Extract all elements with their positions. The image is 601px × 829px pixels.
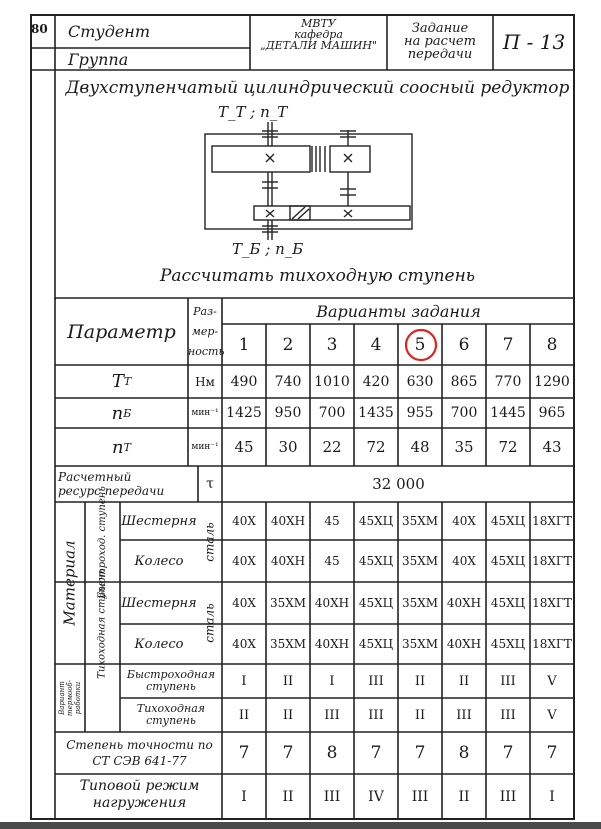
institute-line-1: МВТУ [301,17,336,30]
cell-slow_heat-4: III [368,707,384,723]
load-label-line: нагружения [92,795,187,811]
cell-rows-0-values-3: 1010 [314,373,350,390]
cell-slow_heat-1: II [238,707,250,723]
student-label: Студент [68,22,151,41]
cell-slow_pinion-6: 40ХН [446,596,482,610]
fast-heat-label: Быстроходная ступень [126,668,216,693]
task-block [387,22,493,61]
param-header: Параметр [67,320,176,343]
task-line-1: Задание [411,21,469,36]
resource-label-line: ресурс передачи [58,484,165,498]
cell-fast_pinion-8: 18ХГТ [532,514,572,528]
cell-slow_pinion-1: 40Х [232,596,256,610]
cell-rows-2-values-1: 45 [234,438,254,456]
unit-slow-speed: мин⁻¹ [191,442,219,452]
cell-fast_pinion-3: 45 [324,514,340,528]
cell-accuracy-4: 7 [370,743,382,763]
page-number: 80 [31,22,48,36]
cell-rows-0-values-8: 1290 [534,373,570,390]
cell-fast_pinion-1: 40Х [232,514,256,528]
accuracy-label [57,737,222,769]
bottom-edge [0,822,601,829]
output-torque-speed-label: T_Б ; n_Б [232,240,304,258]
cell-load-4: IV [368,789,384,805]
material-unit-fast: сталь [203,522,217,562]
cell-rows-0-values-5: 630 [406,373,434,390]
param-fast-speed-label: n Б [111,402,132,424]
cell-rows-1-values-4: 1435 [358,405,394,421]
fast-wheel-label: Колесо [134,553,184,569]
task-line-2: на расчет [404,34,476,49]
cell-fast_wheel-6: 40Х [452,554,476,568]
heat-treatment-label: Вариант термооб- работки [58,679,83,717]
cell-variants-3: 3 [326,334,338,355]
scheme-instruction: Рассчитать тихоходную ступень [159,266,476,286]
cell-fast_pinion-6: 40Х [452,514,476,528]
slow-wheel-label: Колесо [134,636,184,652]
cell-rows-0-values-7: 770 [494,373,522,390]
scheme-title: Двухступенчатый цилиндрический соосный редуктор [65,78,570,98]
material-label: Материал [61,540,80,626]
cell-rows-1-values-8: 965 [538,405,566,421]
cell-slow_wheel-4: 45ХЦ [358,637,394,651]
task-code: П - 13 [502,30,566,54]
variants-header: Варианты задания [316,301,481,321]
cell-variants-4: 4 [370,334,382,355]
cell-fast_wheel-8: 18ХГТ [532,554,572,568]
input-torque-speed-label: T_T ; n_T [218,103,288,121]
cell-slow_pinion-2: 35ХМ [269,596,307,610]
slow-stage-label: Тихоходная ступень [97,567,109,679]
cell-fast_wheel-7: 45ХЦ [490,554,526,568]
load-label-line: Типовой режим [79,778,200,794]
cell-slow_wheel-7: 45ХЦ [490,637,526,651]
cell-fast_wheel-4: 45ХЦ [358,554,394,568]
cell-fast_heat-5: II [414,673,426,689]
param-torque-label: T Т [111,371,132,392]
cell-rows-1-values-5: 955 [406,405,434,421]
accuracy-label-line: Степень точности по [66,738,213,752]
cell-fast_wheel-1: 40Х [232,554,256,568]
cell-fast_heat-3: I [329,673,335,689]
cell-fast_pinion-5: 35ХМ [401,514,439,528]
resource-value: 32 000 [372,475,425,493]
cell-fast_pinion-2: 40ХН [270,514,306,528]
cell-rows-2-values-5: 48 [410,438,430,456]
cell-load-2: II [282,789,294,805]
param-slow-speed-label: n Т [112,436,131,458]
cell-rows-1-values-6: 700 [450,405,478,421]
cell-fast_heat-7: III [500,673,516,689]
slow-heat-label: Тихоходная ступень [136,702,206,727]
cell-slow_heat-3: III [324,707,340,723]
cell-slow_wheel-5: 35ХМ [401,637,439,651]
cell-accuracy-6: 8 [458,743,470,763]
units-header-line: мер- [191,325,219,338]
cell-slow_pinion-8: 18ХГТ [532,596,572,610]
cell-accuracy-2: 7 [282,743,294,763]
cell-slow_heat-8: V [547,707,557,723]
cell-rows-1-values-1: 1425 [226,405,262,421]
cell-fast_wheel-3: 45 [324,554,340,568]
cell-fast_heat-4: III [368,673,384,689]
cell-slow_heat-5: II [414,707,426,723]
cell-accuracy-1: 7 [238,743,250,763]
cell-variants-2: 2 [282,334,294,355]
cell-rows-2-values-8: 43 [542,438,562,456]
institute-line-2: кафедра [294,28,343,41]
cell-rows-0-values-4: 420 [362,373,390,390]
group-label: Группа [68,50,129,69]
cell-load-1: I [241,789,247,805]
cell-accuracy-3: 8 [326,743,338,763]
cell-load-7: III [499,789,517,805]
cell-fast_heat-6: II [458,673,470,689]
material-unit-slow: сталь [203,603,217,643]
cell-load-6: II [458,789,470,805]
institute-block [250,18,387,51]
cell-slow_wheel-2: 35ХМ [269,637,307,651]
unit-fast-speed: мин⁻¹ [191,408,219,418]
cell-variants-7: 7 [502,334,514,355]
cell-fast_heat-2: II [282,673,294,689]
cell-variants-6: 6 [458,334,470,355]
fast-stage-label: Быстроход. ступень [97,485,109,599]
cell-rows-0-values-2: 740 [274,373,302,390]
institute-line-3: „ДЕТАЛИ МАШИН" [260,39,377,52]
cell-variants-5: 5 [414,334,426,355]
cell-slow_heat-6: III [456,707,472,723]
cell-rows-2-values-7: 72 [498,438,518,456]
cell-fast_pinion-4: 45ХЦ [358,514,394,528]
cell-slow_heat-2: II [282,707,294,723]
cell-rows-1-values-2: 950 [274,405,302,421]
cell-accuracy-5: 7 [414,743,426,763]
resource-label-line: Расчетный [58,470,132,484]
cell-slow_pinion-3: 40ХН [314,596,350,610]
cell-slow_wheel-8: 18ХГТ [532,637,572,651]
cell-variants-1: 1 [238,334,250,355]
cell-load-3: III [323,789,341,805]
units-header [188,302,225,362]
cell-slow_wheel-6: 40ХН [446,637,482,651]
cell-fast_wheel-2: 40ХН [270,554,306,568]
task-line-3: передачи [407,47,473,62]
unit-torque: Нм [195,374,215,389]
accuracy-label-line: СТ СЭВ 641-77 [92,754,187,768]
cell-fast_heat-8: V [547,673,557,689]
cell-slow_wheel-1: 40Х [232,637,256,651]
cell-rows-2-values-2: 30 [278,438,298,456]
cell-rows-2-values-3: 22 [322,438,342,456]
cell-rows-2-values-6: 35 [454,438,474,456]
cell-rows-2-values-4: 72 [366,438,386,456]
cell-variants-8: 8 [546,334,558,355]
cell-rows-0-values-6: 865 [450,373,478,390]
units-header-line: Раз- [193,305,217,318]
cell-slow_wheel-3: 40ХН [314,637,350,651]
cell-slow_pinion-5: 35ХМ [401,596,439,610]
resource-label [58,470,198,498]
cell-rows-1-values-3: 700 [318,405,346,421]
units-header-line: ность [188,345,225,358]
cell-fast_pinion-7: 45ХЦ [490,514,526,528]
cell-rows-1-values-7: 1445 [490,405,526,421]
cell-rows-0-values-1: 490 [230,373,258,390]
cell-fast_heat-1: I [241,673,247,689]
cell-load-5: III [411,789,429,805]
cell-accuracy-7: 7 [502,743,514,763]
resource-unit: τ [206,476,214,492]
cell-accuracy-8: 7 [546,743,558,763]
cell-slow_pinion-4: 45ХЦ [358,596,394,610]
cell-load-8: I [549,789,555,805]
load-label [57,778,222,812]
fast-pinion-label: Шестерня [121,513,197,529]
slow-pinion-label: Шестерня [121,595,197,611]
cell-slow_pinion-7: 45ХЦ [490,596,526,610]
cell-fast_wheel-5: 35ХМ [401,554,439,568]
cell-slow_heat-7: III [500,707,516,723]
